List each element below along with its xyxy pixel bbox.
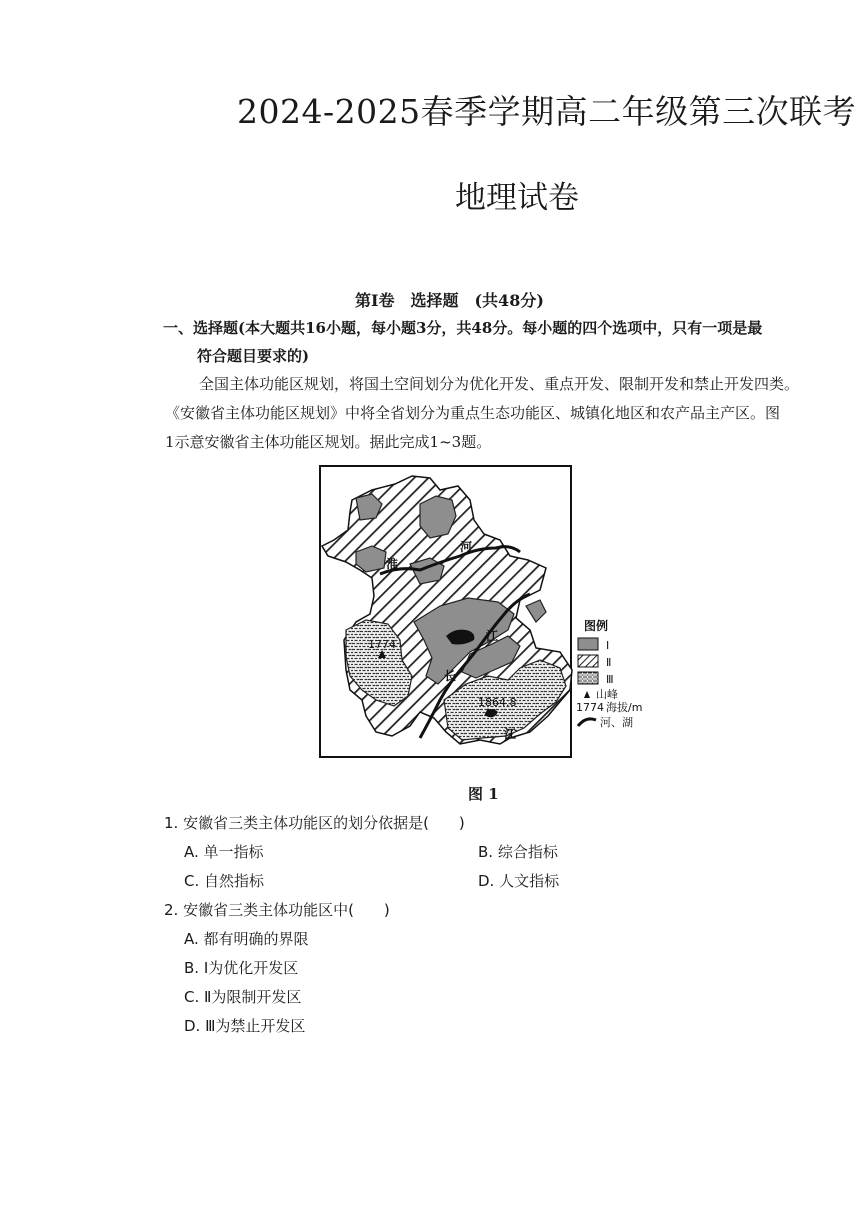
legend-river-label: 河、湖 bbox=[600, 716, 633, 729]
legend-peak-label: 山峰 bbox=[596, 688, 618, 701]
passage-line3: 1示意安徽省主体功能区规划。据此完成1~3题。 bbox=[165, 433, 492, 451]
map-legend bbox=[576, 618, 642, 729]
legend-label-ii: Ⅱ bbox=[606, 656, 612, 669]
section-instruction-line1: 一、选择题(本大题共16小题，每小题3分，共48分。每小题的四个选项中，只有一项是最 bbox=[163, 319, 763, 337]
question-1-option-d[interactable]: D. 人文指标 bbox=[478, 872, 560, 890]
question-1-option-b[interactable]: B. 综合指标 bbox=[478, 843, 558, 861]
label-river-he: 河 bbox=[460, 540, 473, 554]
passage-line1: 全国主体功能区规划，将国土空间划分为优化开发、重点开发、限制开发和禁止开发四类。 bbox=[199, 375, 800, 393]
legend-river-icon bbox=[578, 719, 596, 726]
section-instruction-line2: 符合题目要求的) bbox=[197, 347, 310, 365]
label-river-jiang: 江 bbox=[486, 629, 499, 643]
legend-label-iii: Ⅲ bbox=[606, 673, 614, 686]
question-2-option-b[interactable]: B. Ⅰ为优化开发区 bbox=[184, 959, 299, 977]
question-2-option-c[interactable]: C. Ⅱ为限制开发区 bbox=[184, 988, 302, 1006]
question-2-option-a[interactable]: A. 都有明确的界限 bbox=[184, 930, 309, 948]
label-river-chang: 长 bbox=[444, 669, 457, 683]
legend-altitude-label: 海拔/m bbox=[606, 701, 643, 714]
legend-peak-icon bbox=[584, 691, 590, 698]
label-river-huai: 淮 bbox=[386, 557, 399, 571]
question-1-option-a[interactable]: A. 单一指标 bbox=[184, 843, 264, 861]
legend-swatch-i bbox=[578, 638, 598, 650]
legend-peak-value: 1774 bbox=[576, 701, 604, 714]
legend-label-i: Ⅰ bbox=[606, 639, 610, 652]
zone-i-west-patch bbox=[356, 546, 386, 572]
legend-swatch-iii bbox=[578, 672, 598, 684]
part-title: 第Ⅰ卷 选择题 (共48分) bbox=[355, 291, 544, 310]
question-1-stem: 1. 安徽省三类主体功能区的划分依据是( ) bbox=[164, 814, 465, 832]
passage-line2: 《安徽省主体功能区规划》中将全省划分为重点生态功能区、城镇化地区和农产品主产区。图 bbox=[165, 404, 781, 422]
exam-title: 2024-2025春季学期高二年级第三次联考 bbox=[237, 92, 857, 131]
question-1-option-c[interactable]: C. 自然指标 bbox=[184, 872, 265, 890]
question-2-option-d[interactable]: D. Ⅲ为禁止开发区 bbox=[184, 1017, 306, 1035]
label-peak-1864: 1864.8 bbox=[478, 696, 517, 709]
figure-caption: 图 1 bbox=[468, 785, 499, 803]
label-river-jiang-2: 江 bbox=[504, 727, 517, 741]
legend-title: 图例 bbox=[584, 619, 609, 633]
label-peak-1774: 1774 bbox=[368, 638, 396, 651]
subject-title: 地理试卷 bbox=[455, 180, 579, 216]
question-2-stem: 2. 安徽省三类主体功能区中( ) bbox=[164, 901, 390, 919]
legend-swatch-ii bbox=[578, 655, 598, 667]
